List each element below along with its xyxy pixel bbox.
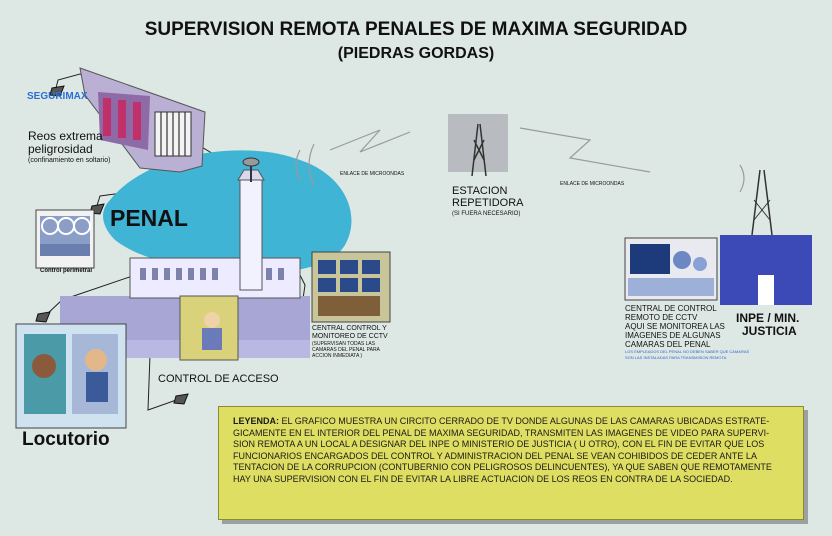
enlace-label-1: ENLACE DE MICROONDAS [340,171,405,177]
central-remoto-line3: AQUI SE MONITOREA LAS [625,322,725,331]
reos-subtitle: (confinamiento en soltario) [28,157,111,164]
central-remoto-note-line2: SON LAS INSTALADAS PARA TRANSMISION REMOTA [625,355,727,360]
enlace-label-2: ENLACE DE MICROONDAS [560,181,625,187]
estacion-line2: REPETIDORA [452,197,524,209]
central-control-title-line2: MONITOREO DE CCTV [312,333,388,340]
central-remoto-line1: CENTRAL DE CONTROL [625,304,717,313]
legend-line-3: SION REMOTA A UN LOCAL A DESIGNAR DEL INPE O MINISTERIO DE JUSTICIA ( U OTRO), CON EL FIN DE EVITAR QUE LOS [233,439,765,450]
legend-label: LEYENDA: [233,416,280,426]
legend-line-4: FUNCIONARIOS ENCARGADOS DEL CONTROL Y ADMINISTRACION DEL PENAL SE VEAN COHIBIDOS DE CEDER ANTE LA [233,450,757,461]
central-control-illustration [312,252,390,322]
legend-line-1: EL GRAFICO MUESTRA UN CIRCITO CERRADO DE TV DONDE ALGUNAS DE LAS CAMARAS UBICADAS ESTRATE- [279,416,770,426]
legend-text [233,416,785,486]
legend-line-6: HAY UNA SUPERVISION CON EL FIN DE EVITAR LA LIBRE ACTUACION DE LOS REOS EN CONTRA DE LA SOCIEDAD. [233,473,733,484]
repeater-tower [448,114,508,176]
control-acceso-label: CONTROL DE ACCESO [158,373,279,385]
central-control-sub-line3: ACCION INMEDIATA ) [312,353,363,359]
estacion-subtitle: (SI FUERA NECESARIO) [452,211,521,217]
remote-monitoring-illustration [625,238,717,300]
legend-box [218,406,804,520]
legend-line-5: TENTACION DE LA CORRUPCION (CONTUBERNIO CON PELIGROSOS DELINCUENTES), YA QUE SABEN QUE REMOTAMENTE [233,462,772,473]
locutorio-illustration [16,324,126,428]
page-title: SUPERVISION REMOTA PENALES DE MAXIMA SEGURIDAD [144,19,688,40]
central-control-title-line1: CENTRAL CONTROL Y [312,325,387,332]
perimeter-camera-illustration [36,210,94,268]
estacion-line1: ESTACION [452,185,508,197]
central-control-sub-line2: CAMARAS DEL PENAL PARA [312,347,380,353]
central-remoto-line5: CAMARAS DEL PENAL [625,340,711,349]
central-remoto-line2: REMOTO DE CCTV [625,313,698,322]
penal-label: PENAL [110,205,188,231]
microwave-link-waves [296,128,744,192]
inpe-building [720,170,812,305]
inpe-line1: INPE / MIN. [736,311,800,325]
central-remoto-note-line1: LOS EMPLEADOS DEL PENAL NO DEBEN SABER QUE CAMARAS [625,349,750,354]
reos-title-line2: peligrosidad [28,142,93,156]
locutorio-label: Locutorio [22,429,110,450]
inpe-line2: JUSTICIA [742,324,797,338]
central-control-sub-line1: (SUPERVISAN TODAS LAS [312,341,376,347]
reos-title-line1: Reos extrema [28,129,103,143]
control-perimetral-label: Control perimetral [40,268,93,274]
central-remoto-line4: IMAGENES DE ALGUNAS [625,331,721,340]
brand-label: SEGURIMAX [27,91,88,102]
page-subtitle: (PIEDRAS GORDAS) [337,45,495,62]
legend-line-2: GICAMENTE EN EL INTERIOR DEL PENAL DE MAXIMA SEGURIDAD, TRANSMITEN LAS IMAGENES DE VIDEO PARA SUPERVI- [233,427,770,438]
